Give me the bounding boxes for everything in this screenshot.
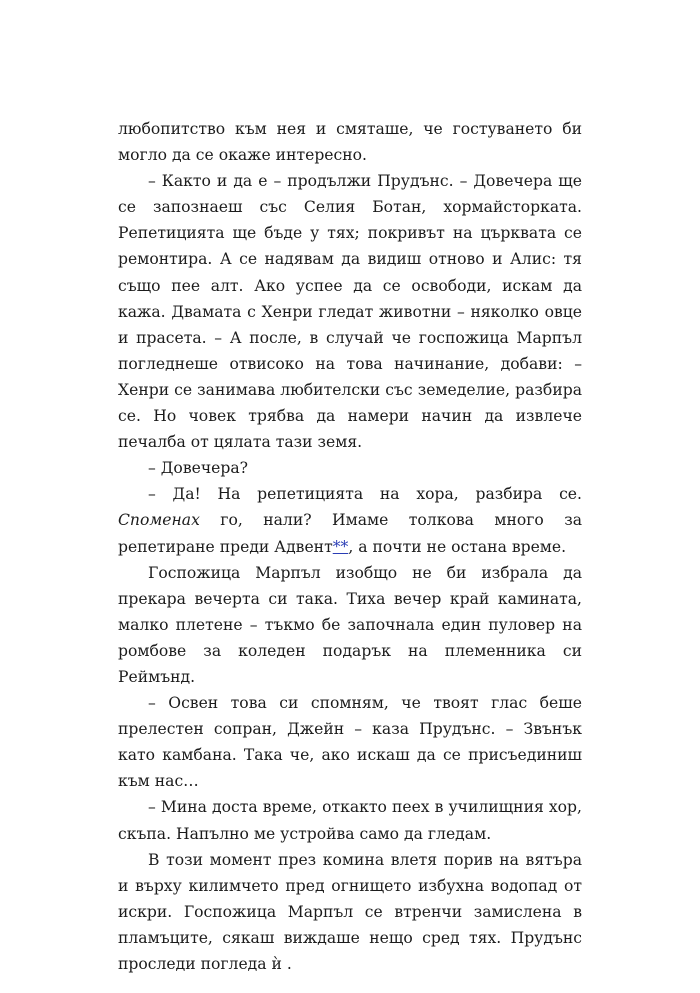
page-text <box>118 116 582 977</box>
paragraph-7: – Мина доста време, откакто пеех в училищния хор, скъпа. Напълно ме устройва само да гледам. <box>118 798 582 843</box>
footnote-link[interactable]: ** <box>332 537 349 556</box>
paragraph-4-italic: Споменах <box>118 511 200 530</box>
paragraph-2: – Както и да е – продължи Прудънс. – Довечера ще се запознаеш със Селия Ботан, хормайсторката. Репетицията ще бъде у тях; покривът на църквата се ремонтира. А се надявам да видиш отново и Алис: тя също пее алт. Ако успее да се освободи, искам да кажа. Двамата с Хенри гледат животни – няколко овце и прасета. – А после, в случай че госпожица Марпъл погледнеше отвисоко на това начинание, добави: – Хенри се занимава любителски със земеделие, разбира се. Но човек трябва да намери начин да извлече печалба от цялата тази земя. <box>118 172 582 452</box>
paragraph-4 <box>118 481 582 559</box>
paragraph-1: любопитство към нея и смяташе, че гостуването би могло да се окаже интересно. <box>118 120 582 165</box>
paragraph-4-before: – Да! На репетицията на хора, разбира се. <box>148 485 582 504</box>
paragraph-3: – Довечера? <box>148 459 249 478</box>
paragraph-6: – Освен това си спомням, че твоят глас беше прелестен сопран, Джейн – каза Прудънс. – Звънък като камбана. Така че, ако искаш да се присъединиш към нас… <box>118 694 582 791</box>
paragraph-4-tail: , а почти не остана време. <box>348 537 567 556</box>
paragraph-4-after: го, нали? Имаме толкова много за репетиране преди Адвент <box>118 511 582 556</box>
paragraph-8: В този момент през комина влетя порив на вятъра и върху килимчето пред огнището избухна водопад от искри. Госпожица Марпъл се втренчи замислена в пламъците, сякаш виждаше нещо сред тях. Прудънс проследи погледа ѝ . <box>118 850 582 973</box>
paragraph-5: Госпожица Марпъл изобщо не би избрала да прекара вечерта си така. Тиха вечер край камината, малко плетене – тъкмо бе започнала един пуловер на ромбове за коледен подарък на племенника си Реймънд. <box>118 563 582 686</box>
